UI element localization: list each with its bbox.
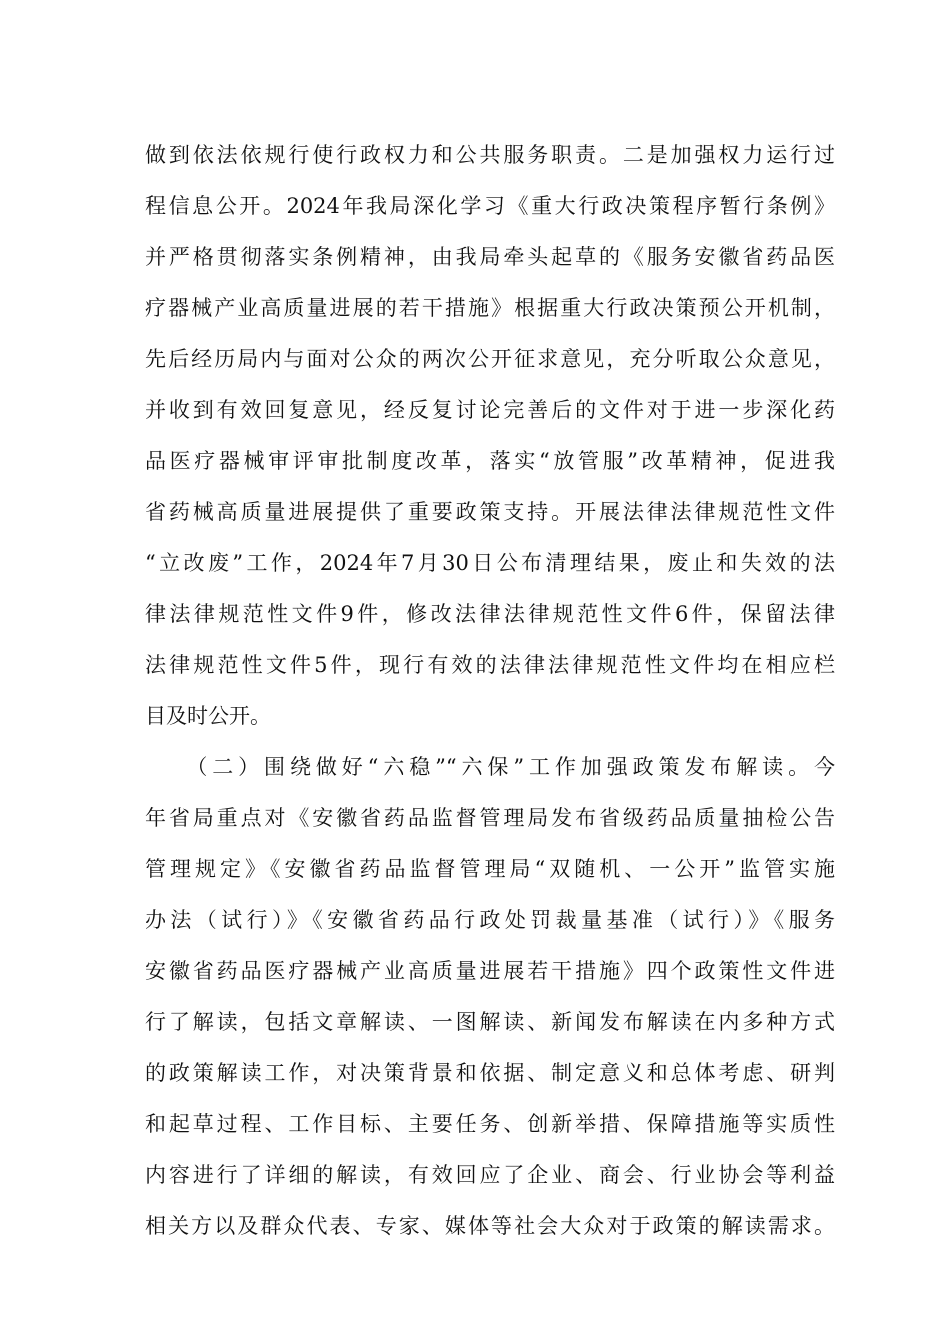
text-line: 品医疗器械审评审批制度改革，落实“放管服”改革精神，促进我 xyxy=(145,449,835,473)
text-line: 并严格贯彻落实条例精神，由我局牵头起草的《服务安徽省药品医 xyxy=(145,245,835,269)
text-line: 安徽省药品医疗器械产业高质量进展若干措施》四个政策性文件进 xyxy=(145,959,835,983)
text-line: 和起草过程、工作目标、主要任务、创新举措、保障措施等实质性 xyxy=(145,1112,835,1136)
text-line: 程信息公开。2024年我局深化学习《重大行政决策程序暂行条例》 xyxy=(145,194,835,218)
text-line: 做到依法依规行使行政权力和公共服务职责。二是加强权力运行过 xyxy=(145,143,835,167)
text-line: 内容进行了详细的解读，有效回应了企业、商会、行业协会等利益 xyxy=(145,1163,835,1187)
text-line: 先后经历局内与面对公众的两次公开征求意见，充分听取公众意见， xyxy=(145,347,835,371)
text-line: 管理规定》《安徽省药品监督管理局“双随机、一公开”监管实施 xyxy=(145,857,835,881)
text-line: 法律规范性文件5件，现行有效的法律法律规范性文件均在相应栏 xyxy=(145,653,835,677)
text-line: “立改废”工作，2024年7月30日公布清理结果，废止和失效的法 xyxy=(145,551,835,575)
document-body xyxy=(145,130,835,1252)
text-line: 律法律规范性文件9件，修改法律法律规范性文件6件，保留法律 xyxy=(145,602,835,626)
text-line: 办法（试行）》《安徽省药品行政处罚裁量基准（试行）》《服务 xyxy=(145,908,835,932)
text-line: （二）围绕做好“六稳”“六保”工作加强政策发布解读。今 xyxy=(145,755,835,779)
text-line: 目及时公开。 xyxy=(145,704,271,728)
text-line: 的政策解读工作，对决策背景和依据、制定意义和总体考虑、研判 xyxy=(145,1061,835,1085)
text-line: 疗器械产业高质量进展的若干措施》根据重大行政决策预公开机制， xyxy=(145,296,835,320)
text-line: 省药械高质量进展提供了重要政策支持。开展法律法律规范性文件 xyxy=(145,500,835,524)
text-line: 并收到有效回复意见，经反复讨论完善后的文件对于进一步深化药 xyxy=(145,398,835,422)
text-line: 行了解读，包括文章解读、一图解读、新闻发布解读在内多种方式 xyxy=(145,1010,835,1034)
text-line: 相关方以及群众代表、专家、媒体等社会大众对于政策的解读需求。 xyxy=(145,1214,835,1238)
text-line: 年省局重点对《安徽省药品监督管理局发布省级药品质量抽检公告 xyxy=(145,806,835,830)
